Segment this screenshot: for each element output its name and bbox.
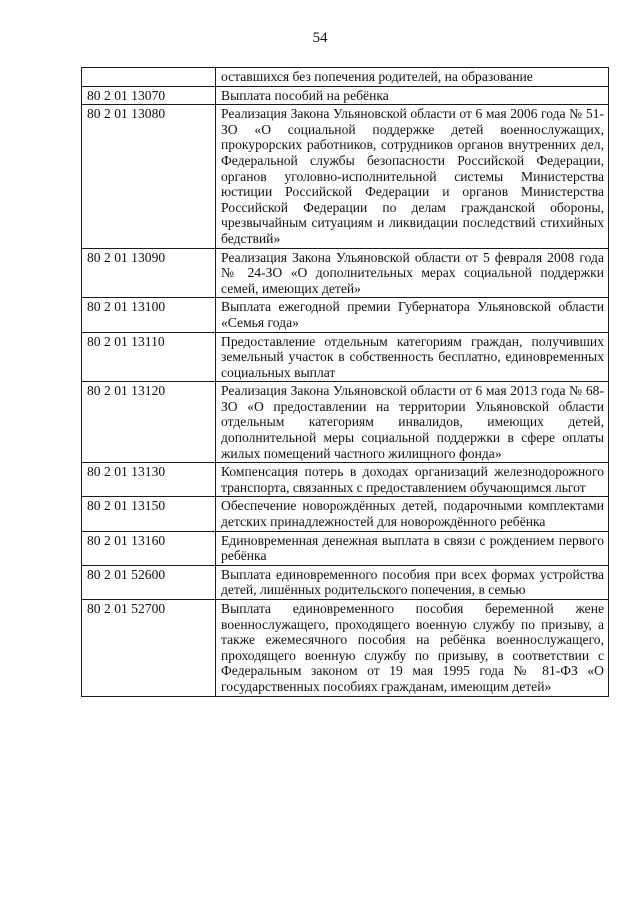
code-cell bbox=[82, 68, 216, 87]
description-cell: Выплата единовременного пособия при всех формах устройства детей, лишённых родительского попечения, в семью bbox=[216, 565, 609, 599]
code-cell: 80 2 01 13120 bbox=[82, 382, 216, 463]
table-row bbox=[82, 298, 609, 332]
code-cell: 80 2 01 13070 bbox=[82, 86, 216, 105]
table-row bbox=[82, 68, 609, 87]
description-cell: Выплата пособий на ребёнка bbox=[216, 86, 609, 105]
table-row bbox=[82, 105, 609, 248]
table-row bbox=[82, 248, 609, 298]
table-row bbox=[82, 86, 609, 105]
table-row bbox=[82, 382, 609, 463]
code-cell: 80 2 01 13160 bbox=[82, 531, 216, 565]
description-cell: Компенсация потерь в доходах организаций железнодорожного транспорта, связанных с предоставлением обучающимся льгот bbox=[216, 463, 609, 497]
table-row bbox=[82, 565, 609, 599]
description-cell: Реализация Закона Ульяновской области от 6 мая 2013 года № 68-ЗО «О предоставлении на территории Ульяновской области отдельным категориям инвалидов, имеющих детей, дополнительной меры социальной поддержки в сфере оплаты жилых помещений частного жилищного фонда» bbox=[216, 382, 609, 463]
table-row bbox=[82, 531, 609, 565]
description-cell: оставшихся без попечения родителей, на образование bbox=[216, 68, 609, 87]
code-cell: 80 2 01 52700 bbox=[82, 600, 216, 697]
description-cell: Выплата ежегодной премии Губернатора Ульяновской области «Семья года» bbox=[216, 298, 609, 332]
code-cell: 80 2 01 13100 bbox=[82, 298, 216, 332]
code-cell: 80 2 01 13110 bbox=[82, 332, 216, 382]
table-row bbox=[82, 463, 609, 497]
code-cell: 80 2 01 13130 bbox=[82, 463, 216, 497]
description-cell: Предоставление отдельным категориям граждан, получивших земельный участок в собственность бесплатно, единовременных социальных выплат bbox=[216, 332, 609, 382]
code-cell: 80 2 01 52600 bbox=[82, 565, 216, 599]
code-cell: 80 2 01 13090 bbox=[82, 248, 216, 298]
table-row bbox=[82, 497, 609, 531]
table-row bbox=[82, 332, 609, 382]
description-cell: Выплата единовременного пособия беременной жене военнослужащего, проходящего военную службу по призыву, а также ежемесячного пособия на ребёнка военнослужащего, проходящего военную службу по призыву, в соответствии с Федеральным законом от 19 мая 1995 года № 81-ФЗ «О государственных пособиях гражданам, имеющим детей» bbox=[216, 600, 609, 697]
description-cell: Обеспечение новорождённых детей, подарочными комплектами детских принадлежностей для новорождённого ребёнка bbox=[216, 497, 609, 531]
budget-codes-table bbox=[81, 67, 609, 697]
page-number: 54 bbox=[312, 30, 328, 46]
code-cell: 80 2 01 13080 bbox=[82, 105, 216, 248]
description-cell: Реализация Закона Ульяновской области от 6 мая 2006 года № 51-ЗО «О социальной поддержке детей военнослужащих, прокурорских работников, сотрудников органов внутренних дел, Федеральной службы безопасности Российской Федерации, органов уголовно-исполнительной системы Министерства юстиции Российской Федерации и органов Министерства Российской Федерации по делам гражданской обороны, чрезвычайным ситуациям и ликвидации последствий стихийных бедствий» bbox=[216, 105, 609, 248]
code-cell: 80 2 01 13150 bbox=[82, 497, 216, 531]
description-cell: Реализация Закона Ульяновской области от 5 февраля 2008 года № 24-ЗО «О дополнительных мерах социальной поддержки семей, имеющих детей» bbox=[216, 248, 609, 298]
table-row bbox=[82, 600, 609, 697]
description-cell: Единовременная денежная выплата в связи с рождением первого ребёнка bbox=[216, 531, 609, 565]
